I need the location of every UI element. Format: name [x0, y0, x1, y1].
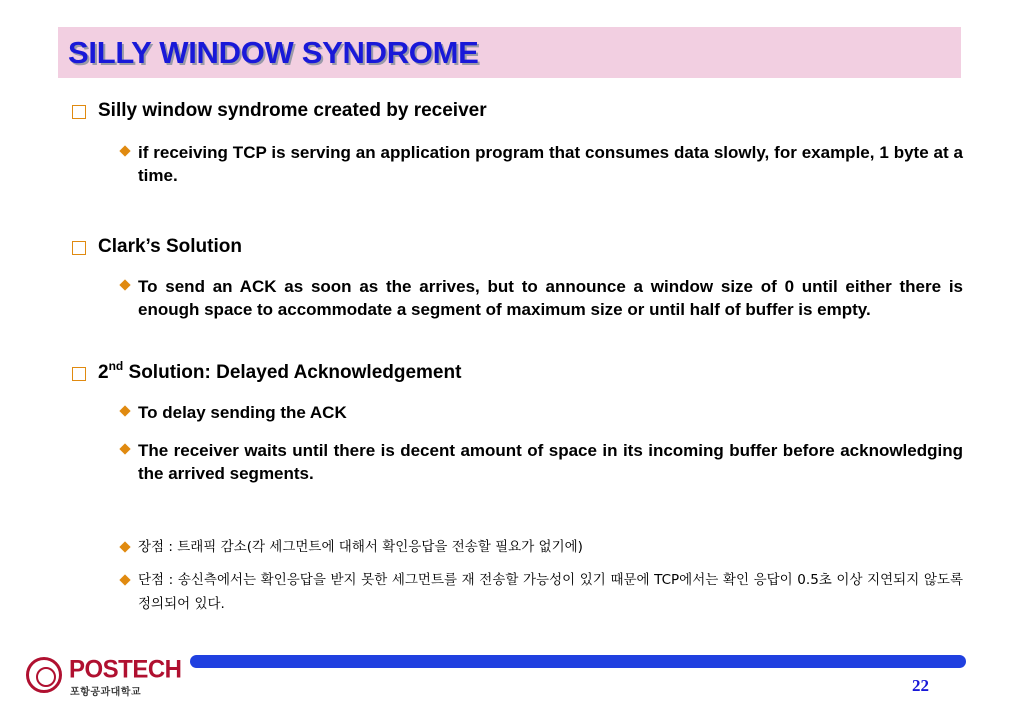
diamond-bullet-icon: [119, 279, 130, 290]
note-text: 장점 : 트래픽 감소(각 세그먼트에 대해서 확인응답을 전송할 필요가 없기에): [138, 539, 583, 555]
bullet-text: To delay sending the ACK: [138, 403, 347, 422]
diamond-bullet-icon: [119, 443, 130, 454]
section-heading: Clark’s Solution: [98, 236, 242, 257]
bullet-text: To send an ACK as soon as the arrives, but to announce a window size of 0 until either there is enough space to accommodate a segment of maximum size or until half of buffer is empty.: [138, 277, 963, 319]
diamond-bullet-icon: [119, 574, 130, 585]
slide-title: SILLY WINDOW SYNDROME: [68, 35, 479, 70]
bullet-text: The receiver waits until there is decent amount of space in its incoming buffer before acknowledging the arrived segments.: [138, 441, 963, 483]
title-bar: [58, 27, 961, 78]
diamond-bullet-icon: [119, 145, 130, 156]
section-heading: Silly window syndrome created by receiver: [98, 100, 487, 121]
diamond-bullet-icon: [119, 405, 130, 416]
bullet-text: if receiving TCP is serving an application program that consumes data slowly, for example, 1 byte at a time.: [138, 143, 963, 185]
logo-name: POSTECH: [69, 655, 182, 684]
note-text: 단점 : 송신측에서는 확인응답을 받지 못한 세그먼트를 재 전송할 가능성이 있기 때문에 TCP에서는 확인 응답이 0.5초 이상 지연되지 않도록 정의되어 있다.: [138, 572, 963, 612]
square-bullet-icon: [72, 105, 86, 119]
section-heading: 2nd Solution: Delayed Acknowledgement: [98, 358, 462, 383]
diamond-bullet-icon: [119, 541, 130, 552]
footer-bar: [190, 655, 966, 668]
square-bullet-icon: [72, 367, 86, 381]
square-bullet-icon: [72, 241, 86, 255]
page-number: 22: [912, 676, 929, 695]
postech-seal-icon: [26, 657, 62, 693]
logo-subtitle: 포항공과대학교: [70, 687, 142, 698]
